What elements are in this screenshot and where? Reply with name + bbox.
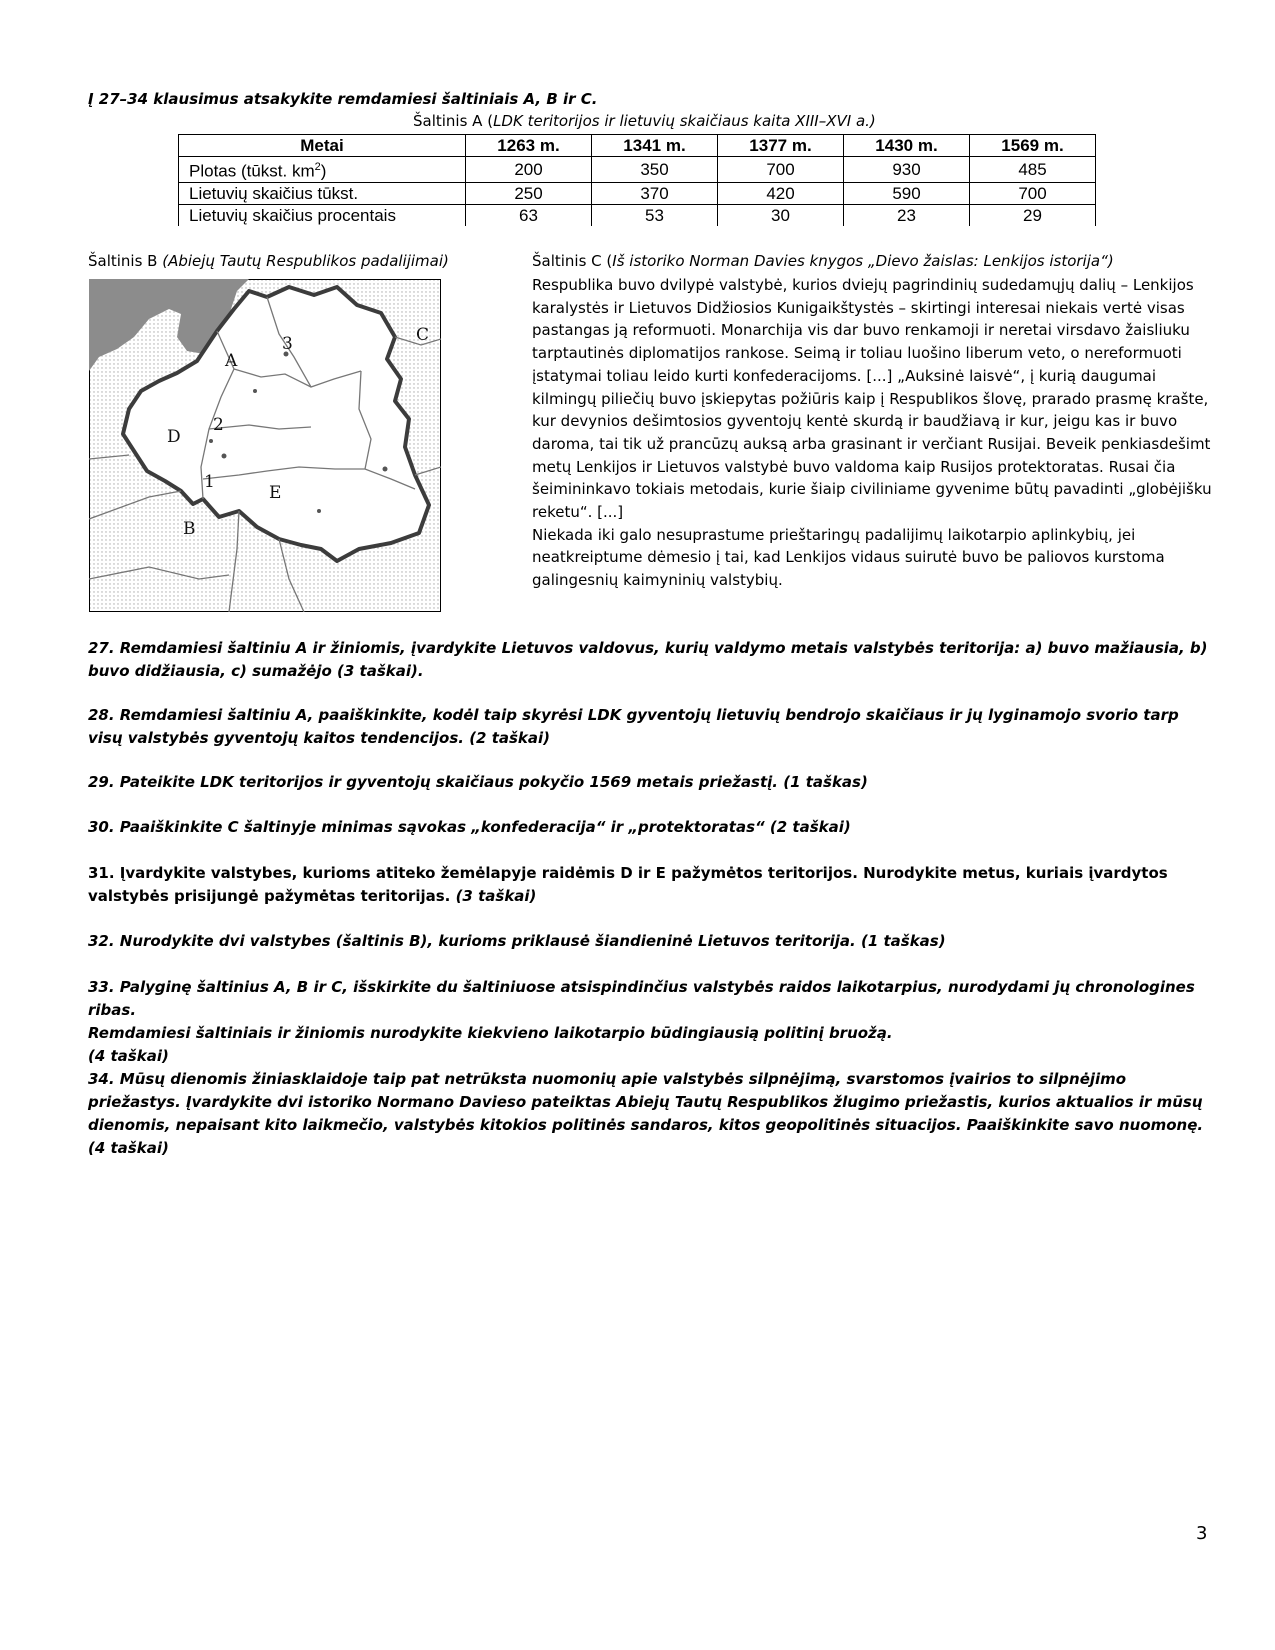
source-b-title [88,252,449,270]
question-27: 27. Remdamiesi šaltiniu A ir žiniomis, įvardykite Lietuvos valdovus, kurių valdymo metais valstybės teritorija: a) buvo mažiausia, b) buvo didžiausia, c) sumažėjo (3 taškai). [88,639,1208,680]
table-row [179,157,1096,183]
source-c-paragraph-1: Respublika buvo dvilypė valstybė, kurios dviejų pagrindinių sudedamųjų dalių – Lenkijos karalystės ir Lietuvos Didžiosios Kunigaikštystės – skirtingi interesai niekais vertė visas pastangas ją reformuoti. Monarchija vis dar buvo renkamoji ir neretai virsdavo žaisliuku tarptautinės diplomatijos rankose. Seimą ir toliau luošino liberum veto, o nereformuoti įstatymai toliau leido kurti konfederacijoms. [...] „Auksinė laisvė“, į kurią daugumai kilmingų piliečių buvo įskiepytas požiūris kaip į Respublikos šlovę, prarado prasmę krašte, kur devynios dešimtosios gyventojų kentė skurdą ir baudžiavą ir kur, jeigu kas ir buvo daroma, tai tik už prancūzų auksą arba grasinant ir verčiant Rusijai. Beveik penkiasdešimt metų Lenkijos ir Lietuvos valstybė buvo valdoma kaip Rusijos protektoratas. Rusai čia šeimininkavo tokiais metodais, kurie šiaip civiliniame gyvenime būtų pavadinti „globėjišku reketu“. [...] [532,276,1212,522]
table-cell: 63 [466,204,592,226]
source-c-title-prefix: Šaltinis C ( [532,252,613,270]
source-c-title-italic: Iš istoriko Norman Davies knygos „Dievo žaislas: Lenkijos istorija“) [612,252,1114,270]
table-cell: 250 [466,182,592,204]
header-cell: 1569 m. [970,135,1096,157]
question-34: 34. Mūsų dienomis žiniasklaidoje taip pat netrūksta nuomonių apie valstybės silpnėjimą, svarstomos įvairios to silpnėjimo priežastys. Įvardykite dvi istoriko Normano Davieso pateiktas Abiejų Tautų Respublikos žlugimo priežastis, kurios aktualios ir mūsų dienomis, nepaisant kito laikmečio, valstybės kitokios politinės sandaros, kitos geopolitinės situacijos. Paaiškinkite savo nuomonę. (4 taškai) [88,1070,1204,1157]
question-29: 29. Pateikite LDK teritorijos ir gyventojų skaičiaus pokyčio 1569 metais priežastį. (1 taškas) [88,773,868,791]
question-31-points: (3 taškai) [450,887,537,905]
table-row [179,182,1096,204]
question-32: 32. Nurodykite dvi valstybes (šaltinis B), kurioms priklausė šiandieninė Lietuvos teritorija. (1 taškas) [88,932,946,950]
map-label-3: 3 [282,334,293,354]
header-cell: 1341 m. [592,135,718,157]
table-cell: 53 [592,204,718,226]
source-b-title-prefix: Šaltinis B [88,252,163,270]
map-label-e: E [269,483,282,503]
table-cell: 370 [592,182,718,204]
map-label-b: B [183,519,196,539]
map-label-2: 2 [213,415,224,435]
table-cell: 30 [718,204,844,226]
table-cell: 700 [718,157,844,183]
header-cell: Metai [179,135,466,157]
table-cell: 29 [970,204,1096,226]
table-cell: 700 [970,182,1096,204]
header-cell: 1430 m. [844,135,970,157]
header-cell: 1263 m. [466,135,592,157]
table-cell: 930 [844,157,970,183]
table-row [179,204,1096,226]
row-label: Lietuvių skaičius tūkst. [179,182,466,204]
table-header-row [179,135,1096,157]
source-c-title [532,252,1114,270]
question-33-line-3: (4 taškai) [88,1047,169,1065]
table-cell: 420 [718,182,844,204]
source-a-title-prefix: Šaltinis A ( [413,112,494,130]
source-b-title-italic: (Abiejų Tautų Respublikos padalijimai) [162,252,449,270]
table-cell: 590 [844,182,970,204]
row-label [179,157,466,183]
map-label-c: C [416,325,430,345]
table-cell: 485 [970,157,1096,183]
question-31 [88,862,1218,908]
source-a-table [178,134,1096,226]
row-label-sup: 2 [314,161,321,173]
map-label-d: D [167,427,181,447]
partition-map [89,279,441,612]
question-30: 30. Paaiškinkite C šaltinyje minimas sąvokas „konfederacija“ ir „protektoratas“ (2 taškai) [88,818,851,836]
source-a-title [413,112,876,130]
table-cell: 350 [592,157,718,183]
table-cell: 200 [466,157,592,183]
row-label-post: ) [320,161,327,181]
source-a-title-italic: LDK teritorijos ir lietuvių skaičiaus kaita XIII–XVI a.) [493,112,876,130]
table-cell: 23 [844,204,970,226]
question-28: 28. Remdamiesi šaltiniu A, paaiškinkite, kodėl taip skyrėsi LDK gyventojų lietuvių bendrojo skaičiaus ir jų lyginamojo svorio tarp visų valstybės gyventojų kaitos tendencijos. (2 taškai) [88,706,1179,747]
page-number: 3 [1196,1523,1208,1544]
question-33-line-2: Remdamiesi šaltiniais ir žiniomis nurodykite kiekvieno laikotarpio būdingiausią politinį bruožą. [88,1024,893,1042]
source-c-body [532,274,1212,592]
map-label-a: A [225,351,238,371]
question-33-line-1: 33. Palyginę šaltinius A, B ir C, išskirkite du šaltiniuose atsispindinčius valstybės raidos laikotarpius, nurodydami jų chronologines ribas. [88,978,1195,1019]
question-31-text: 31. Įvardykite valstybes, kurioms atiteko žemėlapyje raidėmis D ir E pažymėtos teritorijos. Nurodykite metus, kuriais įvardytos valstybės prisijungė pažymėtas teritorijas. [88,864,1168,905]
row-label: Lietuvių skaičius procentais [179,204,466,226]
header-cell: 1377 m. [718,135,844,157]
source-c-paragraph-2: Niekada iki galo nesuprastume prieštaringų padalijimų laikotarpio aplinkybių, jei neatkreiptume dėmesio į tai, kad Lenkijos vidaus suirutė buvo be paliovos kurstoma galingesnių kaimyninių valstybių. [532,525,1165,590]
intro-instruction: Į 27–34 klausimus atsakykite remdamiesi šaltiniais A, B ir C. [88,90,598,108]
map-label-1: 1 [204,472,215,492]
question-33 [88,976,1218,1068]
row-label-pre: Plotas (tūkst. km [189,161,315,181]
